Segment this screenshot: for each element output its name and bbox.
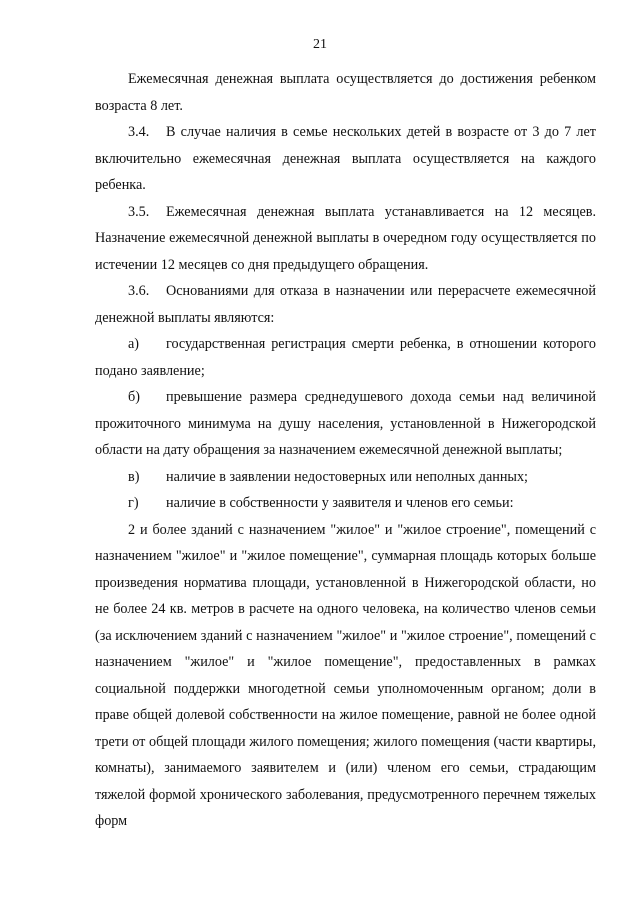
subclause-text: наличие в собственности у заявителя и членов его семьи: [166,495,514,511]
clause-text: Ежемесячная денежная выплата устанавливается на 12 месяцев. Назначение ежемесячной денежной выплаты в очередном году осуществляется по истечении 12 месяцев со дня предыдущего обращения. [95,203,596,273]
subclause-letter: в) [128,468,140,485]
subclause-g [95,490,596,517]
subclause-text: государственная регистрация смерти ребенка, в отношении которого подано заявление; [95,336,596,379]
subclause-a [95,331,596,384]
paragraph-text: 2 и более зданий с назначением "жилое" и "жилое строение", помещений с назначением "жилое" и "жилое помещение", суммарная площадь которых больше произведения норматива площади, установленной в Нижегородской области, но не более 24 кв. метров в расчете на одного человека, на количество членов семьи (за исключением зданий с назначением "жилое" и "жилое строение", помещений с назначением "жилое" и "жилое помещение", предоставленных в рамках социальной поддержки многодетной семьи уполномоченным органом; доли в праве общей долевой собственности на жилое помещение, равной не более одной трети от общей площади жилого помещения; жилого помещения (части квартиры, комнаты), занимаемого заявителем и (или) членом его семьи, страдающим тяжелой формой хронического заболевания, предусмотренного перечнем тяжелых форм [95,521,596,829]
subclause-letter: б) [128,389,140,405]
paragraph-payment-until-age-8 [95,66,596,119]
subclause-b [95,384,596,464]
clause-3-5 [95,199,596,279]
subclause-letter: г) [128,495,139,511]
clause-3-4 [95,119,596,199]
subclause-v [95,464,596,491]
clause-number: 3.6. [128,283,150,299]
clause-number: 3.5. [128,203,150,220]
document-body [95,66,596,835]
property-conditions-paragraph [95,517,596,835]
clause-text: В случае наличия в семье нескольких детей в возрасте от 3 до 7 лет включительно ежемесячная денежная выплата осуществляется на каждого ребенка. [95,124,596,193]
clause-number: 3.4. [128,124,150,140]
paragraph-text: Ежемесячная денежная выплата осуществляется до достижения ребенком возраста 8 лет. [95,71,596,114]
subclause-text: наличие в заявлении недостоверных или неполных данных; [166,468,529,485]
subclause-letter: а) [128,336,140,352]
subclause-text: превышение размера среднедушевого дохода семьи над величиной прожиточного минимума на душу населения, установленной в Нижегородской области на дату обращения за назначением ежемесячной денежной выплаты; [95,389,596,458]
clause-3-6 [95,278,596,331]
clause-text: Основаниями для отказа в назначении или перерасчете ежемесячной денежной выплаты являются: [95,283,596,326]
page-number: 21 [313,37,327,52]
